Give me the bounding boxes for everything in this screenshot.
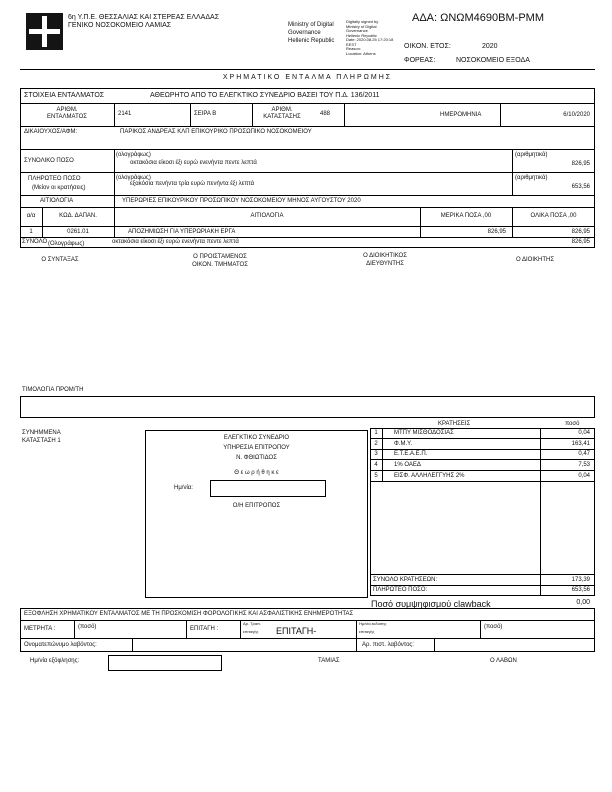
catalog-number-label-1: ΑΡΙΘΜ. — [271, 107, 293, 113]
order-number-label-2: ΕΝΤΑΛΜΑΤΟΣ — [46, 114, 88, 120]
total-in-words-label: (ολογράφως) — [116, 152, 151, 158]
cashier-signature: ΤΑΜΙΑΣ — [318, 658, 340, 664]
check-bank-label-1: Αρ. Τραπ. — [243, 621, 261, 626]
series-label: ΣΕΙΡΑ Β — [194, 111, 217, 117]
net-payable-value: 653,56 — [571, 587, 590, 593]
check-date-label-2: επιταγής — [359, 629, 375, 634]
paid-date-field[interactable] — [108, 655, 222, 671]
col-total: ΟΛΙΚΑ ΠΟΣΑ ,00 — [530, 213, 577, 219]
section-label: ΣΤΟΙΧΕΙΑ ΕΝΤΑΛΜΑΤΟΣ — [24, 92, 105, 99]
check-date-label-1: Ημ/νία εκδοσης — [359, 621, 387, 626]
col-code: ΚΩΔ. ΔΑΠΑΝ. — [59, 213, 97, 219]
sum-value: 826,95 — [571, 239, 590, 245]
total-in-words: οκτακόσια είκοσι έξι ευρώ ενενήντα πεντε λεπτά — [130, 160, 257, 166]
check-amount-hint: (ποσό) — [484, 624, 503, 630]
sum-in-words-label: (Ολογράφως) — [48, 241, 85, 247]
ada-code: ΑΔΑ: ΩΝΩΜ4690ΒΜ-ΡΜΜ — [412, 12, 544, 24]
head-signature-2: ΟΙΚΟΝ. ΤΜΗΜΑΤΟΣ — [192, 262, 248, 268]
admin-signature-1: Ο ΔΙΟΙΚΗΤΙΚΟΣ — [363, 253, 407, 259]
audit-signer: Ο/Η ΕΠΙΤΡΟΠΟΣ — [232, 503, 281, 509]
col-partial: ΜΕΡΙΚΑ ΠΟΣΑ ,00 — [440, 213, 492, 219]
cash-label: ΜΕΤΡΗΤΑ : — [24, 626, 56, 632]
check-bank-label-2: επιταγής — [243, 629, 259, 634]
receiver-signature: Ο ΛΑΒΩΝ — [490, 658, 517, 664]
attached-label-2: ΚΑΤΑΣΤΑΣΗ 1 — [22, 438, 61, 444]
director-signature: Ο ΔΙΟΙΚΗΤΗΣ — [515, 257, 555, 263]
audit-line-3: Ν. ΦΘΙΩΤΙΔΟΣ — [236, 455, 277, 461]
col-aa: α/α — [26, 213, 36, 219]
sum-in-words: οκτακόσια είκοσι έξι ευρώ ενενήντα πεντε λεπτά — [112, 239, 239, 245]
col-reason: ΑΙΤΙΟΛΟΓΙΑ — [250, 213, 284, 219]
gov-line-2: Governance — [288, 30, 321, 36]
fiscal-year-label: ΟΙΚΟΝ. ΕΤΟΣ: — [404, 43, 451, 50]
paid-date-label: Ημ/νία εξόφλησης: — [30, 658, 80, 664]
payment-heading: ΕΞΟΦΛΗΣΗ ΧΡΗΜΑΤΙΚΟΥ ΕΝΤΑΛΜΑΤΟΣ ΜΕ ΤΗ ΠΡΟΣΚΟΜΙΣΗ ΦΟΡΟΛΟΓΙΚΗΣ ΚΑΙ ΑΣΦΑΛΙΣΤΙΚΗΣ ΕΝΗΜΕΡΟΤΗΤΑΣ — [24, 611, 354, 617]
payable-amount-sublabel: (Μείον οι κρατήσεις) — [32, 185, 86, 191]
head-signature-1: Ο ΠΡΟΙΣΤΑΜΕΝΟΣ — [193, 254, 247, 260]
audit-date-field[interactable] — [210, 480, 326, 497]
receiver-name-label: Ονοματεπώνυμο λαβόντος: — [24, 642, 97, 648]
payable-in-numbers-label: (αριθμητικά) — [515, 175, 548, 181]
beneficiary-value: ΠΑΡΙΚΟΣ ΑΝΔΡΕΑΣ ΚΛΠ ΕΠΙΚΟΥΡΙΚΟ ΠΡΟΣΩΠΙΚΟ ΝΟΣΟΚΟΜΕΙΟΥ — [120, 129, 312, 135]
gov-line-3: Hellenic Republic — [288, 38, 335, 44]
org-line-2: ΓΕΝΙΚΟ ΝΟΣΟΚΟΜΕΙΟ ΛΑΜΙΑΣ — [68, 22, 172, 29]
date-label: ΗΜΕΡΟΜΗΝΙΑ — [440, 112, 482, 118]
audit-date-label: Ημ/νία: — [174, 485, 193, 491]
admin-signature-2: ΔΙΕΥΘΥΝΤΗΣ — [366, 261, 404, 267]
org-line-1: 6η Υ.Π.Ε. ΘΕΣΣΑΛΙΑΣ ΚΑΙ ΣΤΕΡΕΑΣ ΕΛΛΑΔΑΣ — [68, 14, 220, 21]
cash-amount-hint: (ποσό) — [78, 624, 97, 630]
clawback-label: Ποσό συμψηφισμού clawback — [371, 599, 491, 609]
sum-label: ΣΥΝΟΛΟ — [22, 239, 48, 245]
total-in-numbers-label: (αριθμητικά) — [515, 152, 548, 158]
audit-approved: Θ ε ω ρ ή θ η κ ε — [234, 470, 279, 476]
payable-value: 653,56 — [571, 184, 590, 190]
receiver-id-label: Αρ. πιστ. λαβόντος: — [362, 642, 414, 648]
check-value: ΕΠΙΤΑΓΗ- — [276, 626, 317, 636]
payable-amount-label: ΠΛΗΡΩΤΕΟ ΠΟΣΟ — [28, 176, 81, 182]
total-value: 826,95 — [571, 161, 590, 167]
check-label: ΕΠΙΤΑΓΗ : — [190, 626, 219, 632]
audit-line-2: ΥΠΗΡΕΣΙΑ ΕΠΙΤΡΟΠΟΥ — [223, 445, 290, 451]
composer-signature: Ο ΣΥΝΤΑΞΑΣ — [41, 257, 79, 263]
withholdings-total-label: ΣΥΝΟΛΟ ΚΡΑΤΗΣΕΩΝ: — [373, 577, 438, 583]
government-logo — [26, 13, 63, 50]
attached-label-1: ΣΥΝΗΜΜΕΝΑ — [22, 430, 61, 436]
order-number-label-1: ΑΡΙΘΜ. — [56, 107, 78, 113]
payable-in-words: εξακόσια πενήντα τρία ευρώ πενήντα έξι λεπτά — [130, 181, 255, 187]
section-value: ΑΘΕΩΡΗΤΟ ΑΠΟ ΤΟ ΕΛΕΓΚΤΙΚΟ ΣΥΝΕΔΡΙΟ ΒΑΣΕΙ ΤΟΥ Π.Δ. 136/2011 — [150, 92, 380, 99]
reason-label: ΑΙΤΙΟΛΟΓΙΑ — [40, 198, 74, 204]
total-amount-label: ΣΥΝΟΛΙΚΟ ΠΟΣΟ — [24, 158, 74, 164]
invoices-label: ΤΙΜΟΛΟΓΙΑ ΠΡΟΜ/ΤΗ — [22, 387, 84, 393]
order-number-value: 2141 — [118, 111, 132, 117]
net-payable-label: ΠΛΗΡΩΤΕΟ ΠΟΣΟ: — [373, 587, 428, 593]
catalog-number-value: 488 — [320, 111, 331, 117]
date-value: 6/10/2020 — [563, 112, 590, 118]
audit-line-1: ΕΛΕΓΚΤΙΚΟ ΣΥΝΕΔΡΙΟ — [223, 435, 290, 441]
withholdings-total-value: 173,39 — [571, 577, 590, 583]
gov-line-1: Ministry of Digital — [288, 22, 334, 28]
body-value: ΝΟΣΟΚΟΜΕΙΟ ΕΞΟΔΑ — [456, 57, 530, 64]
document-title: ΧΡΗΜΑΤΙΚΟ ΕΝΤΑΛΜΑ ΠΛΗΡΩΜΗΣ — [222, 74, 393, 81]
fiscal-year-value: 2020 — [482, 43, 498, 50]
header-rule — [20, 69, 595, 70]
body-label: ΦΟΡΕΑΣ: — [404, 57, 436, 64]
withholdings-header: ΚΡΑΤΗΣΕΙΣ — [438, 421, 471, 427]
invoices-box — [20, 396, 595, 418]
clawback-value: 0,00 — [576, 599, 590, 606]
catalog-number-label-2: ΚΑΤΑΣΤΑΣΗΣ — [263, 114, 301, 120]
beneficiary-label: ΔΙΚΑΙΟΥΧΟΣ/ΑΦΜ: — [24, 129, 78, 135]
reason-value: ΥΠΕΡΩΡΙΕΣ ΕΠΙΚΟΥΡΙΚΟΥ ΠΡΟΣΩΠΙΚΟΥ ΝΟΣΟΚΟΜΕΙΟΥ ΜΗΝΟΣ ΑΥΓΟΥΣΤΟΥ 2020 — [122, 198, 361, 204]
withholdings-amount-header: ποσό — [565, 421, 580, 427]
payable-in-words-label: (ολογράφως) — [116, 175, 151, 181]
